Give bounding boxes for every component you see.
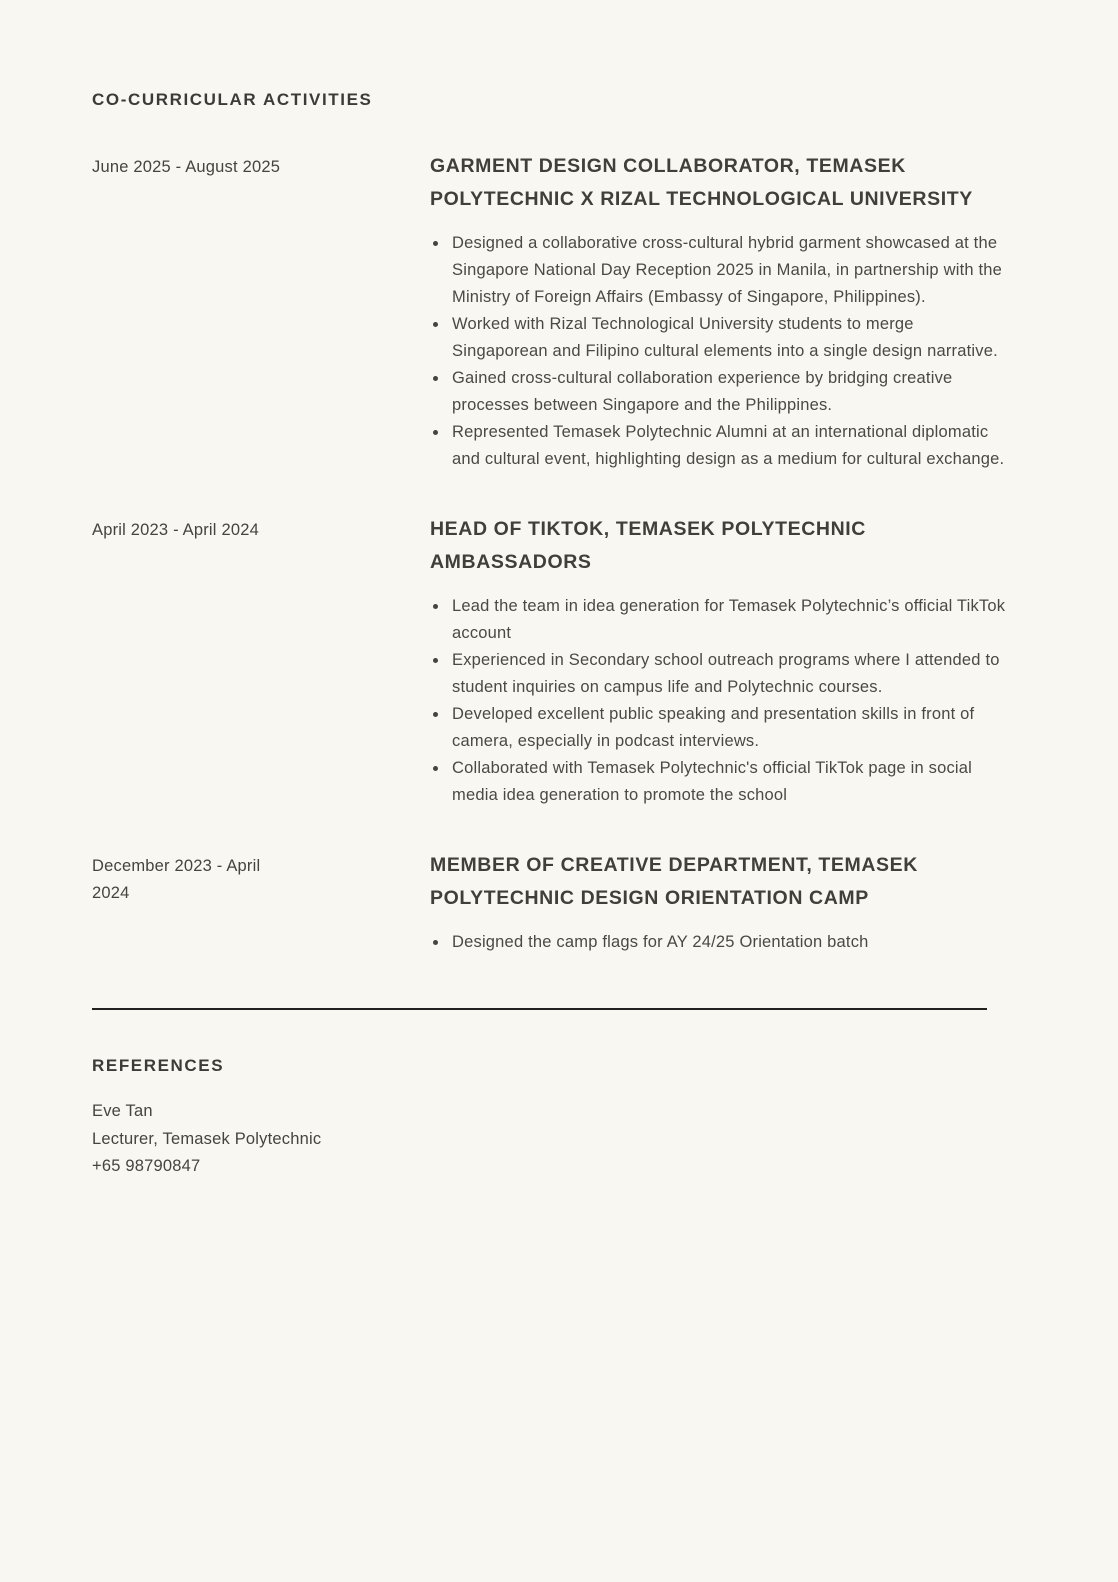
section-cocurricular (92, 90, 1012, 956)
bullet-item: Experienced in Secondary school outreach programs where I attended to student inquiries on campus life and Polytechnic courses. (430, 647, 1012, 701)
entry-title: MEMBER OF CREATIVE DEPARTMENT, TEMASEK POLYTECHNIC DESIGN ORIENTATION CAMP (430, 854, 918, 909)
entry-bullets (430, 593, 1012, 809)
cocurricular-heading: CO-CURRICULAR ACTIVITIES (92, 90, 373, 109)
entry-bullets (430, 929, 1012, 956)
entry-title: HEAD OF TIKTOK, TEMASEK POLYTECHNIC AMBASSADORS (430, 518, 866, 573)
section-divider (92, 1008, 987, 1010)
reference-phone: +65 98790847 (92, 1157, 201, 1175)
entry-title: GARMENT DESIGN COLLABORATOR, TEMASEK POLYTECHNIC X RIZAL TECHNOLOGICAL UNIVERSITY (430, 155, 973, 210)
references-heading: REFERENCES (92, 1056, 225, 1075)
entry-body (430, 150, 1012, 473)
entry-bullets (430, 230, 1012, 473)
entry-body (430, 513, 1012, 809)
cca-entry-head-of-tiktok (92, 513, 1012, 809)
entry-date: June 2025 - August 2025 (92, 158, 281, 176)
cca-entry-garment-design (92, 150, 1012, 473)
entry-body (430, 849, 1012, 956)
bullet-item: Represented Temasek Polytechnic Alumni at an international diplomatic and cultural event, highlighting design as a medium for cultural exchange. (430, 419, 1012, 473)
bullet-item: Gained cross-cultural collaboration experience by bridging creative processes between Singapore and the Philippines. (430, 365, 1012, 419)
bullet-item: Collaborated with Temasek Polytechnic's official TikTok page in social media idea generation to promote the school (430, 755, 1012, 809)
reference-item (92, 1098, 1012, 1181)
cca-entry-creative-department (92, 849, 1012, 956)
bullet-item: Developed excellent public speaking and presentation skills in front of camera, especially in podcast interviews. (430, 701, 1012, 755)
section-references (92, 1056, 1012, 1181)
bullet-item: Lead the team in idea generation for Temasek Polytechnic’s official TikTok account (430, 593, 1012, 647)
reference-role: Lecturer, Temasek Polytechnic (92, 1129, 322, 1148)
bullet-item: Worked with Rizal Technological University students to merge Singaporean and Filipino cultural elements into a single design narrative. (430, 311, 1012, 365)
bullet-item: Designed a collaborative cross-cultural hybrid garment showcased at the Singapore National Day Reception 2025 in Manila, in partnership with the Ministry of Foreign Affairs (Embassy of Singapore, Philippines). (430, 230, 1012, 311)
reference-name: Eve Tan (92, 1102, 153, 1120)
entry-date: December 2023 - April 2024 (92, 857, 261, 902)
bullet-item: Designed the camp flags for AY 24/25 Orientation batch (430, 929, 1012, 956)
entry-date: April 2023 - April 2024 (92, 521, 259, 539)
